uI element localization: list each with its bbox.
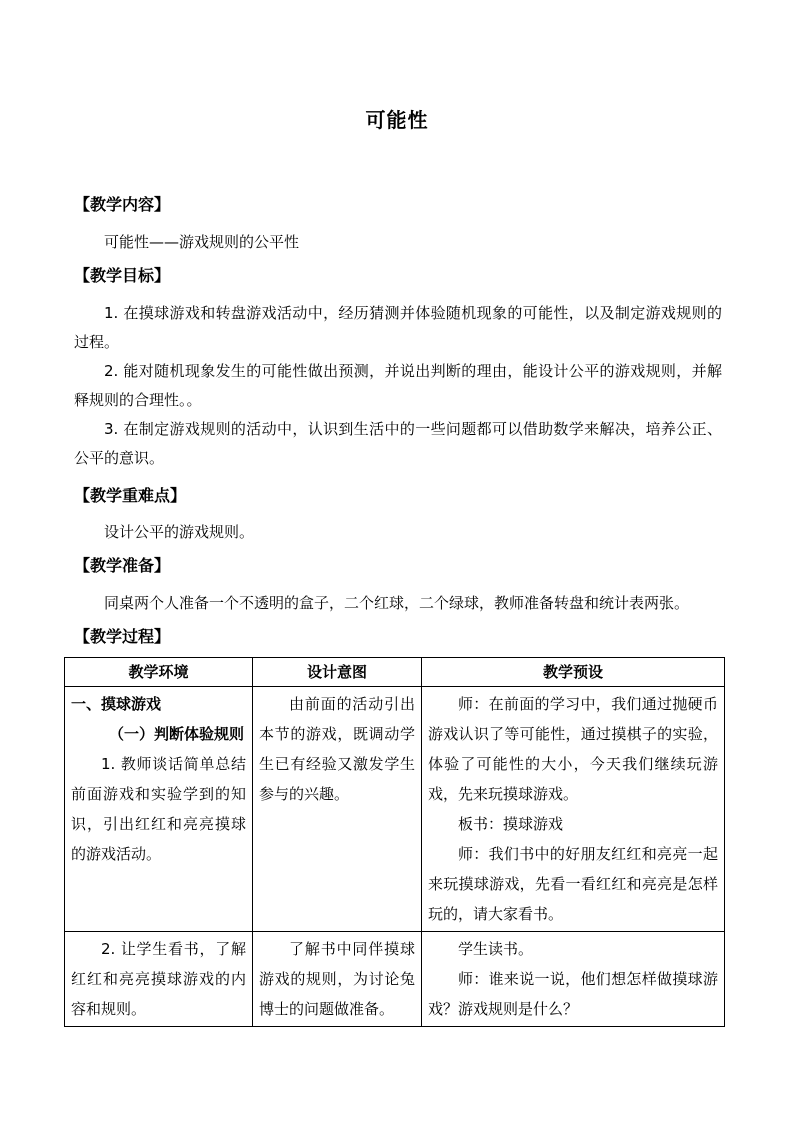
row1-preset-line-2: 板书：摸球游戏	[458, 815, 564, 833]
row1-preset-line-1: 师：在前面的学习中，我们通过抛硬币游戏认识了等可能性，通过摸棋子的实验，体验了可能性的大小，今天我们继续玩游戏，先来玩摸球游戏。	[428, 695, 718, 803]
row1-intent-cell	[253, 687, 422, 932]
row2-preset-cell	[422, 932, 725, 1027]
goal-item-1: 1. 在摸球游戏和转盘游戏活动中，经历猜测并体验随机现象的可能性，以及制定游戏规则的过程。	[74, 304, 722, 351]
key-points-text: 设计公平的游戏规则。	[104, 523, 255, 541]
row2-environment-cell	[65, 932, 253, 1027]
table-row	[65, 932, 725, 1027]
goal-item-2: 2. 能对随机现象发生的可能性做出预测，并说出判断的理由，能设计公平的游戏规则，并解释规则的合理性。。	[74, 362, 722, 409]
heading-teaching-goals: 【教学目标】	[74, 266, 171, 285]
row1-preset-line-3: 师：我们书中的好朋友红红和亮亮一起来玩摸球游戏，先看一看红红和亮亮是怎样玩的，请大家看书。	[428, 845, 718, 923]
header-teaching-environment: 教学环境	[65, 658, 253, 687]
section-title: 一、摸球游戏	[71, 695, 162, 713]
goal-item-3: 3. 在制定游戏规则的活动中，认识到生活中的一些问题都可以借助数学来解决，培养公正、公平的意识。	[74, 420, 722, 467]
header-teaching-preset: 教学预设	[422, 658, 725, 687]
row1-intent-text: 由前面的活动引出本节的游戏，既调动学生已有经验又激发学生参与的兴趣。	[259, 695, 415, 803]
preparation-text: 同桌两个人准备一个不透明的盒子，二个红球，二个绿球，教师准备转盘和统计表两张。	[104, 594, 690, 612]
row2-intent-cell	[253, 932, 422, 1027]
heading-teaching-content: 【教学内容】	[74, 195, 171, 214]
row1-environment-cell	[65, 687, 253, 932]
heading-teaching-process: 【教学过程】	[74, 627, 171, 646]
teaching-process-table	[64, 657, 725, 1027]
page-title: 可能性	[365, 108, 429, 132]
heading-key-points: 【教学重难点】	[74, 486, 187, 505]
row1-environment-text: 1. 教师谈话简单总结前面游戏和实验学到的知识，引出红红和亮亮摸球的游戏活动。	[71, 755, 246, 863]
row2-environment-text: 2. 让学生看书，了解红红和亮亮摸球游戏的内容和规则。	[71, 940, 246, 1018]
row1-preset-cell	[422, 687, 725, 932]
row2-intent-text: 了解书中同伴摸球游戏的规则，为讨论兔博士的问题做准备。	[259, 940, 415, 1018]
teaching-content-text: 可能性——游戏规则的公平性	[104, 233, 300, 251]
row2-preset-line-2: 师：谁来说一说，他们想怎样做摸球游戏？游戏规则是什么？	[428, 970, 718, 1018]
row2-preset-line-1: 学生读书。	[458, 940, 534, 958]
header-design-intent: 设计意图	[253, 658, 422, 687]
table-header-row	[65, 658, 725, 687]
table-row	[65, 687, 725, 932]
subsection-title: （一）判断体验规则	[109, 725, 245, 743]
heading-preparation: 【教学准备】	[74, 556, 171, 575]
